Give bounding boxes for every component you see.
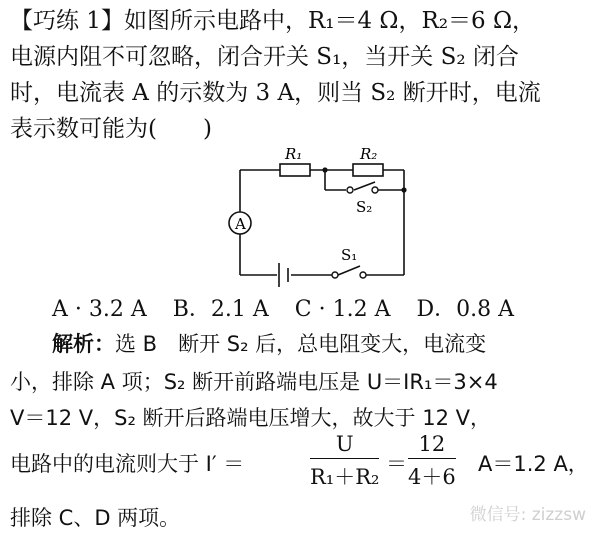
question-line-4: 表示数可能为( )	[10, 116, 212, 142]
solution-line-1	[52, 328, 600, 358]
label-r1: R₁	[285, 148, 303, 163]
question-line-1	[10, 6, 535, 36]
resistor-r1	[280, 164, 310, 176]
question-tag: 【巧练 1】	[10, 8, 124, 34]
solution-line-5: 排除 C、D 两项。	[10, 506, 181, 530]
resistor-r2	[353, 164, 383, 176]
solution-text-1: 选 B 断开 S₂ 后，总电阻变大，电流变	[115, 332, 487, 356]
fraction-1	[310, 432, 379, 491]
fraction-1-denominator: R₁＋R₂	[310, 465, 380, 489]
label-s2: S₂	[356, 198, 373, 216]
circuit-diagram	[0, 148, 600, 288]
option-c: C · 1.2 A	[294, 297, 391, 322]
fraction-2	[408, 432, 456, 491]
question-line-2: 电源内阻不可忽略，闭合开关 S₁，当开关 S₂ 闭合	[10, 44, 519, 70]
label-s1: S₁	[341, 246, 358, 264]
option-d: D．0.8 A	[416, 297, 514, 322]
label-r2: R₂	[360, 148, 378, 163]
watermark: 微信号: zizzsw	[469, 505, 586, 525]
equals-sign: ＝	[386, 452, 407, 476]
solution-line-3: V＝12 V，S₂ 断开后路端电压增大，故大于 12 V，	[10, 406, 491, 430]
option-b: B．2.1 A	[172, 297, 269, 322]
answer-options	[52, 292, 572, 323]
label-ammeter: A	[235, 215, 246, 233]
solution-line-2: 小，排除 A 项；S₂ 断开前路端电压是 U＝IR₁＝3×4	[10, 370, 498, 394]
fraction-1-numerator: U	[310, 432, 379, 459]
fraction-2-denominator: 4＋6	[408, 465, 456, 489]
question-text-1: 如图所示电路中，R₁＝4 Ω，R₂＝6 Ω，	[123, 8, 536, 34]
solution-text-4b: A＝1.2 A，	[478, 452, 589, 476]
solution-label: 解析：	[52, 332, 115, 356]
solution-text-4a: 电路中的电流则大于 I′ ＝	[10, 452, 245, 476]
fraction-2-numerator: 12	[408, 432, 456, 459]
option-a: A · 3.2 A	[52, 297, 147, 322]
question-line-3: 时，电流表 A 的示数为 3 A，则当 S₂ 断开时，电流	[10, 80, 541, 106]
